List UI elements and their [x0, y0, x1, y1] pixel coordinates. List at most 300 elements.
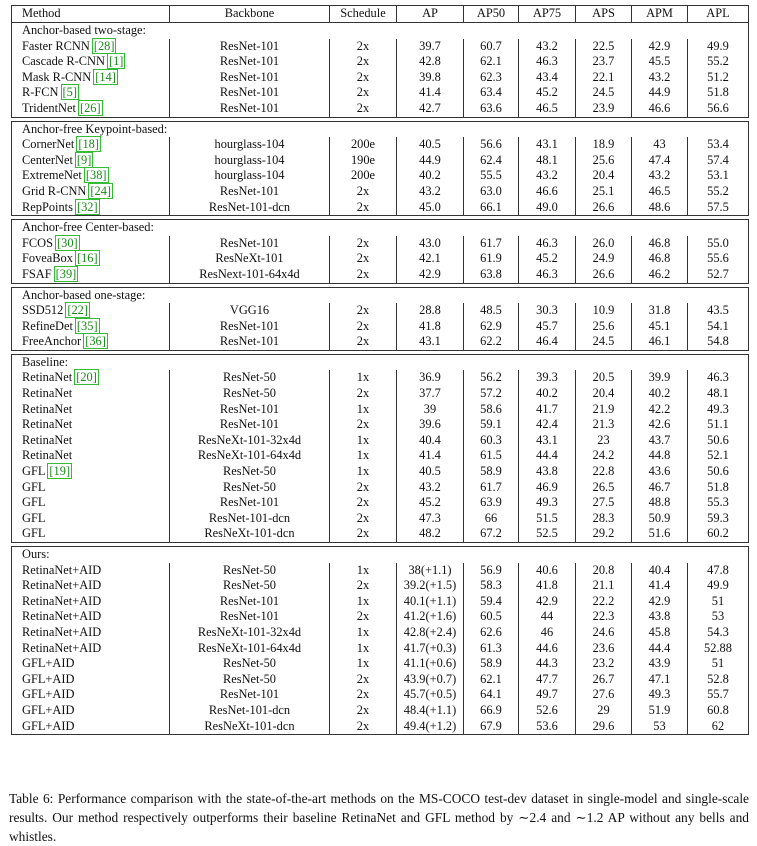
- method-name: Cascade R-CNN: [22, 54, 105, 69]
- cell-aps: 22.5: [576, 39, 632, 55]
- table-row: [12, 464, 749, 480]
- method-name: GFL+AID: [22, 702, 75, 717]
- cell-apm: 43.8: [632, 609, 688, 625]
- method-name: RetinaNet+AID: [22, 624, 102, 639]
- cell-apl: 51.2: [688, 70, 749, 86]
- cell-ap50: 61.7: [464, 480, 519, 496]
- cell-schedule: 1x: [330, 641, 397, 657]
- cell-backbone: ResNet-101: [170, 687, 330, 703]
- cell-ap50: 60.5: [464, 609, 519, 625]
- cell-apl: 48.1: [688, 386, 749, 402]
- cell-ap50: 61.9: [464, 251, 519, 267]
- cell-apl: 52.8: [688, 672, 749, 688]
- cell-aps: 26.5: [576, 480, 632, 496]
- cell-method: [12, 703, 170, 719]
- cell-ap: 40.5: [397, 137, 464, 153]
- cell-ap50: 62.1: [464, 672, 519, 688]
- cell-apm: 46.8: [632, 236, 688, 252]
- cell-apl: 56.6: [688, 101, 749, 117]
- citation-link[interactable]: [18]: [78, 137, 99, 152]
- cell-apm: 51.6: [632, 526, 688, 542]
- cell-ap50: 64.1: [464, 687, 519, 703]
- cell-method: [12, 563, 170, 579]
- citation-link[interactable]: [30]: [57, 235, 78, 250]
- cell-apl: 53.4: [688, 137, 749, 153]
- cell-method: [12, 656, 170, 672]
- cell-apm: 44.9: [632, 85, 688, 101]
- group-header-row: [12, 220, 749, 236]
- citation-link[interactable]: [24]: [90, 183, 112, 198]
- cell-aps: 22.2: [576, 594, 632, 610]
- cell-method: [12, 464, 170, 480]
- cell-aps: 24.9: [576, 251, 632, 267]
- cell-aps: 21.3: [576, 417, 632, 433]
- cell-ap75: 45.2: [519, 85, 576, 101]
- citation-link[interactable]: [14]: [95, 69, 116, 84]
- cell-ap75: 42.4: [519, 417, 576, 433]
- method-name: RetinaNet+AID: [22, 578, 102, 593]
- table-row: [12, 370, 749, 386]
- cell-backbone: ResNet-101: [170, 70, 330, 86]
- table-row: [12, 101, 749, 117]
- cell-backbone: ResNet-101: [170, 101, 330, 117]
- cell-apl: 50.6: [688, 433, 749, 449]
- table-row: [12, 200, 749, 216]
- citation-link[interactable]: [32]: [76, 199, 98, 214]
- citation-link[interactable]: [28]: [93, 38, 115, 53]
- cell-apl: 59.3: [688, 511, 749, 527]
- method-name: RetinaNet: [22, 386, 73, 401]
- group-title: Baseline:: [12, 354, 749, 370]
- cell-method: [12, 39, 170, 55]
- cell-method: [12, 54, 170, 70]
- cell-aps: 26.6: [576, 267, 632, 283]
- cell-method: [12, 200, 170, 216]
- citation-link[interactable]: [36]: [85, 334, 106, 349]
- cell-aps: 23.7: [576, 54, 632, 70]
- cell-ap75: 52.5: [519, 526, 576, 542]
- cell-apl: 51: [688, 594, 749, 610]
- cell-ap75: 46.3: [519, 236, 576, 252]
- method-name: GFL+AID: [22, 687, 75, 702]
- cell-ap50: 60.7: [464, 39, 519, 55]
- cell-backbone: ResNet-50: [170, 672, 330, 688]
- method-name: RetinaNet+AID: [22, 593, 102, 608]
- table-row: [12, 334, 749, 350]
- cell-apm: 53: [632, 719, 688, 735]
- cell-method: [12, 303, 170, 319]
- cell-ap: 40.2: [397, 168, 464, 184]
- cell-apm: 48.6: [632, 200, 688, 216]
- citation-link[interactable]: [9]: [76, 152, 92, 167]
- cell-aps: 29: [576, 703, 632, 719]
- cell-ap50: 62.4: [464, 153, 519, 169]
- cell-aps: 27.6: [576, 687, 632, 703]
- cell-ap75: 49.7: [519, 687, 576, 703]
- cell-ap50: 59.4: [464, 594, 519, 610]
- table-row: [12, 402, 749, 418]
- table-row: [12, 267, 749, 283]
- cell-ap50: 48.5: [464, 303, 519, 319]
- cell-method: [12, 511, 170, 527]
- table-row: [12, 153, 749, 169]
- header-row: [12, 6, 749, 23]
- cell-ap: 39.8: [397, 70, 464, 86]
- cell-apl: 49.9: [688, 578, 749, 594]
- cell-aps: 24.5: [576, 334, 632, 350]
- cell-ap75: 46.4: [519, 334, 576, 350]
- cell-apl: 46.3: [688, 370, 749, 386]
- method-name: GFL: [22, 479, 46, 494]
- cell-aps: 25.1: [576, 184, 632, 200]
- method-name: RetinaNet: [22, 448, 73, 463]
- method-name: FoveaBox: [22, 251, 73, 266]
- group-header-row: [12, 23, 749, 39]
- cell-ap50: 59.1: [464, 417, 519, 433]
- table-row: [12, 672, 749, 688]
- table-row: [12, 319, 749, 335]
- cell-backbone: ResNet-101: [170, 319, 330, 335]
- cell-backbone: hourglass-104: [170, 168, 330, 184]
- cell-backbone: ResNet-101: [170, 594, 330, 610]
- citation-link[interactable]: [22]: [67, 303, 88, 318]
- table-row: [12, 511, 749, 527]
- header-ap75: AP75: [519, 6, 576, 23]
- citation-link[interactable]: [38]: [85, 168, 107, 183]
- method-name: Grid R-CNN: [22, 183, 87, 198]
- table-row: [12, 168, 749, 184]
- citation-link[interactable]: [35]: [76, 318, 98, 333]
- cell-ap: 48.4(+1.1): [397, 703, 464, 719]
- cell-apl: 47.8: [688, 563, 749, 579]
- citation-link[interactable]: [16]: [76, 251, 98, 266]
- cell-schedule: 2x: [330, 319, 397, 335]
- cell-method: [12, 168, 170, 184]
- cell-apm: 43: [632, 137, 688, 153]
- cell-backbone: ResNet-101: [170, 495, 330, 511]
- cell-method: [12, 495, 170, 511]
- method-name: RetinaNet: [22, 432, 73, 447]
- table-row: [12, 578, 749, 594]
- method-name: RefineDet: [22, 318, 73, 333]
- cell-apm: 46.6: [632, 101, 688, 117]
- cell-ap: 40.4: [397, 433, 464, 449]
- table-row: [12, 251, 749, 267]
- cell-method: [12, 687, 170, 703]
- cell-ap: 43.2: [397, 184, 464, 200]
- cell-schedule: 2x: [330, 184, 397, 200]
- cell-method: [12, 236, 170, 252]
- cell-apl: 55.0: [688, 236, 749, 252]
- cell-ap75: 43.4: [519, 70, 576, 86]
- cell-aps: 20.4: [576, 168, 632, 184]
- cell-ap75: 52.6: [519, 703, 576, 719]
- cell-aps: 20.4: [576, 386, 632, 402]
- cell-aps: 20.5: [576, 370, 632, 386]
- cell-ap: 41.2(+1.6): [397, 609, 464, 625]
- cell-method: [12, 609, 170, 625]
- cell-ap: 41.8: [397, 319, 464, 335]
- cell-schedule: 2x: [330, 39, 397, 55]
- cell-ap50: 63.4: [464, 85, 519, 101]
- cell-apl: 50.6: [688, 464, 749, 480]
- method-name: GFL: [22, 464, 46, 479]
- cell-ap50: 63.8: [464, 267, 519, 283]
- table-row: [12, 641, 749, 657]
- cell-backbone: ResNet-101-dcn: [170, 200, 330, 216]
- cell-apl: 55.2: [688, 54, 749, 70]
- cell-ap75: 43.8: [519, 464, 576, 480]
- method-name: RepPoints: [22, 199, 73, 214]
- cell-method: [12, 137, 170, 153]
- cell-schedule: 2x: [330, 386, 397, 402]
- cell-apm: 47.4: [632, 153, 688, 169]
- cell-method: [12, 433, 170, 449]
- cell-apm: 43.7: [632, 433, 688, 449]
- cell-ap: 42.8(+2.4): [397, 625, 464, 641]
- cell-backbone: ResNet-101: [170, 417, 330, 433]
- cell-ap: 42.8: [397, 54, 464, 70]
- cell-ap50: 66.9: [464, 703, 519, 719]
- header-schedule: Schedule: [330, 6, 397, 23]
- cell-schedule: 2x: [330, 687, 397, 703]
- cell-schedule: 2x: [330, 609, 397, 625]
- table-row: [12, 184, 749, 200]
- cell-schedule: 2x: [330, 334, 397, 350]
- cell-ap75: 44: [519, 609, 576, 625]
- cell-apl: 51: [688, 656, 749, 672]
- cell-method: [12, 251, 170, 267]
- cell-aps: 22.3: [576, 609, 632, 625]
- cell-backbone: ResNet-50: [170, 464, 330, 480]
- group-header-row: [12, 354, 749, 370]
- cell-method: [12, 402, 170, 418]
- cell-ap: 39: [397, 402, 464, 418]
- cell-method: [12, 267, 170, 283]
- cell-apm: 39.9: [632, 370, 688, 386]
- header-backbone: Backbone: [170, 6, 330, 23]
- cell-ap50: 56.9: [464, 563, 519, 579]
- cell-schedule: 2x: [330, 526, 397, 542]
- cell-ap: 28.8: [397, 303, 464, 319]
- cell-ap50: 62.2: [464, 334, 519, 350]
- cell-ap75: 47.7: [519, 672, 576, 688]
- method-name: RetinaNet+AID: [22, 562, 102, 577]
- cell-ap75: 43.2: [519, 39, 576, 55]
- cell-apl: 53: [688, 609, 749, 625]
- cell-apm: 48.8: [632, 495, 688, 511]
- cell-ap50: 60.3: [464, 433, 519, 449]
- cell-ap50: 62.1: [464, 54, 519, 70]
- cell-apm: 43.2: [632, 70, 688, 86]
- cell-schedule: 1x: [330, 433, 397, 449]
- citation-link[interactable]: [26]: [79, 100, 101, 115]
- cell-ap: 38(+1.1): [397, 563, 464, 579]
- cell-backbone: ResNext-101-64x4d: [170, 267, 330, 283]
- method-name: GFL: [22, 495, 46, 510]
- cell-ap50: 58.9: [464, 464, 519, 480]
- cell-ap75: 46.6: [519, 184, 576, 200]
- cell-backbone: ResNet-101: [170, 236, 330, 252]
- cell-ap75: 43.1: [519, 137, 576, 153]
- method-name: SSD512: [22, 303, 64, 318]
- cell-ap75: 46.3: [519, 54, 576, 70]
- cell-apl: 55.6: [688, 251, 749, 267]
- cell-ap50: 62.3: [464, 70, 519, 86]
- cell-ap: 49.4(+1.2): [397, 719, 464, 735]
- cell-ap75: 46.3: [519, 267, 576, 283]
- cell-apm: 42.9: [632, 39, 688, 55]
- method-name: Mask R-CNN: [22, 69, 92, 84]
- cell-ap75: 48.1: [519, 153, 576, 169]
- table-row: [12, 39, 749, 55]
- cell-aps: 23.9: [576, 101, 632, 117]
- cell-aps: 28.3: [576, 511, 632, 527]
- method-name: GFL+AID: [22, 718, 75, 733]
- cell-ap75: 51.5: [519, 511, 576, 527]
- header-ap50: AP50: [464, 6, 519, 23]
- cell-schedule: 2x: [330, 719, 397, 735]
- cell-ap50: 61.5: [464, 448, 519, 464]
- cell-aps: 24.6: [576, 625, 632, 641]
- cell-backbone: ResNeXt-101-64x4d: [170, 641, 330, 657]
- cell-apl: 51.8: [688, 480, 749, 496]
- cell-ap50: 67.2: [464, 526, 519, 542]
- table-row: [12, 656, 749, 672]
- table-row: [12, 417, 749, 433]
- header-apl: APL: [688, 6, 749, 23]
- cell-aps: 24.2: [576, 448, 632, 464]
- cell-method: [12, 85, 170, 101]
- cell-method: [12, 334, 170, 350]
- cell-apm: 44.4: [632, 641, 688, 657]
- cell-apl: 60.8: [688, 703, 749, 719]
- cell-ap50: 61.3: [464, 641, 519, 657]
- cell-ap50: 62.6: [464, 625, 519, 641]
- cell-ap: 37.7: [397, 386, 464, 402]
- cell-schedule: 2x: [330, 267, 397, 283]
- cell-ap: 43.1: [397, 334, 464, 350]
- cell-ap75: 30.3: [519, 303, 576, 319]
- cell-schedule: 2x: [330, 480, 397, 496]
- table-row: [12, 687, 749, 703]
- cell-apm: 44.8: [632, 448, 688, 464]
- cell-apl: 54.1: [688, 319, 749, 335]
- table-body: [12, 23, 749, 735]
- cell-schedule: 2x: [330, 578, 397, 594]
- method-name: RetinaNet: [22, 401, 73, 416]
- cell-ap50: 63.6: [464, 101, 519, 117]
- cell-apl: 49.9: [688, 39, 749, 55]
- cell-method: [12, 480, 170, 496]
- citation-link[interactable]: [1]: [108, 54, 124, 69]
- citation-link[interactable]: [39]: [55, 266, 77, 281]
- cell-ap75: 49.0: [519, 200, 576, 216]
- cell-backbone: ResNet-101-dcn: [170, 703, 330, 719]
- citation-link[interactable]: [20]: [76, 370, 97, 385]
- cell-aps: 25.6: [576, 153, 632, 169]
- citation-link[interactable]: [19]: [49, 464, 71, 479]
- cell-schedule: 2x: [330, 101, 397, 117]
- cell-ap50: 56.6: [464, 137, 519, 153]
- cell-aps: 18.9: [576, 137, 632, 153]
- cell-apl: 54.3: [688, 625, 749, 641]
- cell-backbone: ResNet-50: [170, 386, 330, 402]
- cell-method: [12, 370, 170, 386]
- method-name: FreeAnchor: [22, 334, 82, 349]
- cell-aps: 26.6: [576, 200, 632, 216]
- cell-aps: 29.2: [576, 526, 632, 542]
- cell-method: [12, 578, 170, 594]
- cell-backbone: ResNet-101: [170, 334, 330, 350]
- cell-method: [12, 319, 170, 335]
- cell-apm: 46.5: [632, 184, 688, 200]
- cell-aps: 26.7: [576, 672, 632, 688]
- cell-apm: 50.9: [632, 511, 688, 527]
- cell-backbone: hourglass-104: [170, 153, 330, 169]
- cell-ap: 39.2(+1.5): [397, 578, 464, 594]
- cell-schedule: 1x: [330, 464, 397, 480]
- cell-aps: 20.8: [576, 563, 632, 579]
- cell-ap50: 58.9: [464, 656, 519, 672]
- method-name: GFL+AID: [22, 656, 75, 671]
- group-header-row: [12, 287, 749, 303]
- cell-ap: 41.7(+0.3): [397, 641, 464, 657]
- table-row: [12, 480, 749, 496]
- cell-apl: 55.7: [688, 687, 749, 703]
- method-name: FSAF: [22, 266, 52, 281]
- method-name: R-FCN: [22, 85, 59, 100]
- cell-schedule: 2x: [330, 703, 397, 719]
- cell-apl: 52.88: [688, 641, 749, 657]
- cell-apl: 51.8: [688, 85, 749, 101]
- cell-ap: 43.0: [397, 236, 464, 252]
- cell-method: [12, 594, 170, 610]
- cell-ap: 42.9: [397, 267, 464, 283]
- method-name: TridentNet: [22, 100, 76, 115]
- group-title: Anchor-free Center-based:: [12, 220, 749, 236]
- group-title: Anchor-free Keypoint-based:: [12, 121, 749, 137]
- cell-apm: 43.9: [632, 656, 688, 672]
- cell-apl: 55.2: [688, 184, 749, 200]
- cell-method: [12, 719, 170, 735]
- cell-apm: 42.2: [632, 402, 688, 418]
- cell-schedule: 200e: [330, 137, 397, 153]
- cell-ap: 45.2: [397, 495, 464, 511]
- header-aps: APS: [576, 6, 632, 23]
- cell-ap75: 41.8: [519, 578, 576, 594]
- table-row: [12, 386, 749, 402]
- cell-aps: 24.5: [576, 85, 632, 101]
- cell-aps: 26.0: [576, 236, 632, 252]
- cell-ap: 39.7: [397, 39, 464, 55]
- cell-backbone: ResNet-101: [170, 54, 330, 70]
- cell-method: [12, 672, 170, 688]
- table-row: [12, 495, 749, 511]
- cell-ap: 43.9(+0.7): [397, 672, 464, 688]
- header-ap: AP: [397, 6, 464, 23]
- cell-method: [12, 70, 170, 86]
- citation-link[interactable]: [5]: [62, 85, 77, 100]
- header-method: Method: [12, 6, 170, 23]
- table-row: [12, 303, 749, 319]
- cell-aps: 22.1: [576, 70, 632, 86]
- method-name: RetinaNet: [22, 370, 73, 385]
- cell-aps: 23: [576, 433, 632, 449]
- cell-ap: 45.0: [397, 200, 464, 216]
- table-row: [12, 703, 749, 719]
- cell-schedule: 2x: [330, 511, 397, 527]
